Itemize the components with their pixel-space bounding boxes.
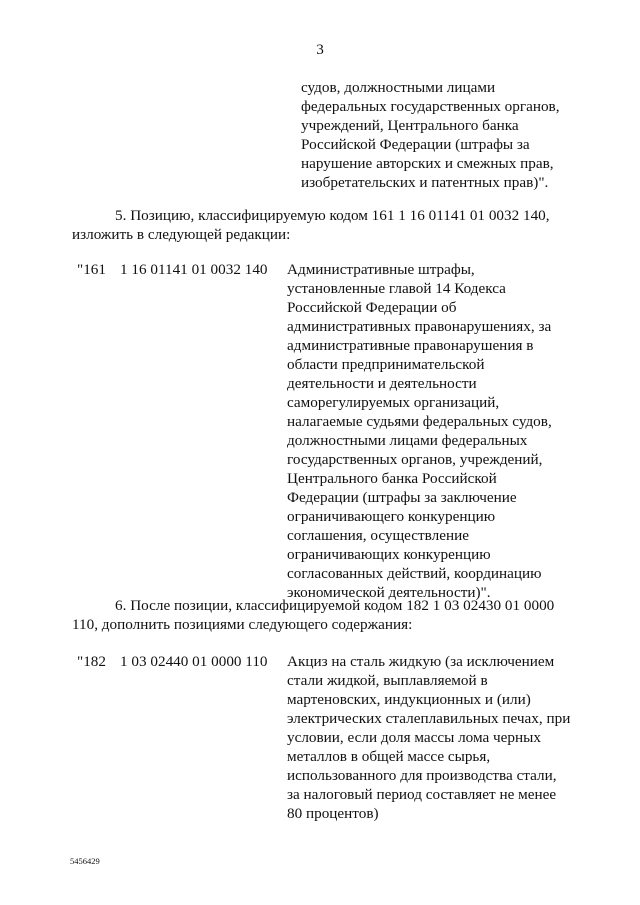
item-5-paragraph: 5. Позицию, классифицируемую кодом 161 1 16 01141 01 0032 140, изложить в следующей редакции:	[72, 207, 550, 243]
item-5-description: Административные штрафы, установленные главой 14 Кодекса Российской Федерации об административных правонарушениях, за административные правонарушения в области предпринимательской деятельности и деятельности саморегулируемых организаций, налагаемые судьями федеральных судов, должностными лицами федеральных государственных органов, учреждений, Центрального банка Российской Федерации (штрафы за заключение ограничивающего конкуренцию соглашения, осуществление ограничивающих конкуренцию согласованных действий, координацию экономической деятельности)".	[287, 261, 552, 601]
item-6-description: Акциз на сталь жидкую (за исключением стали жидкой, выплавляемой в мартеновских, индукционных и (или) электрических сталеплавильных печах, при условии, если доля массы лома черных металлов в общей массе сырья, использованного для производства стали, за налоговый период составляет не менее 80 процентов)	[287, 653, 571, 822]
continuation-text: судов, должностными лицами федеральных государственных органов, учреждений, Центрального банка Российской Федерации (штрафы за нарушение авторских и смежных прав, изобретательских и патентных прав)".	[301, 79, 560, 191]
item-5-code-prefix: "161	[77, 261, 106, 278]
footer-document-code: 5456429	[70, 856, 100, 866]
page-number: 3	[316, 41, 324, 58]
item-6-code-number: 1 03 02440 01 0000 110	[120, 653, 268, 670]
item-6-code-prefix: "182	[77, 653, 106, 670]
item-5-code-number: 1 16 01141 01 0032 140	[120, 261, 268, 278]
item-6-paragraph: 6. После позиции, классифицируемой кодом 182 1 03 02430 01 0000 110, дополнить позициями следующего содержания:	[72, 597, 555, 633]
